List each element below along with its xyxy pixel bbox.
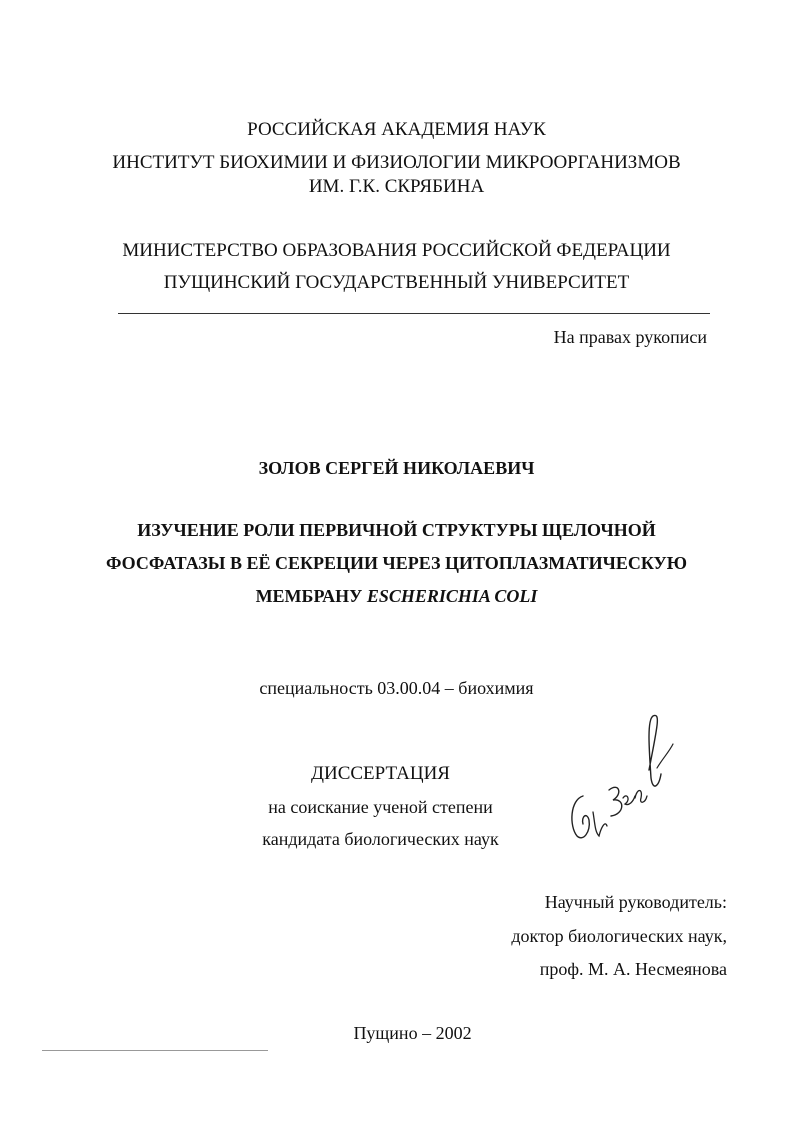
- org-academy: РОССИЙСКАЯ АКАДЕМИЯ НАУК: [247, 119, 546, 140]
- work-degree-line: на соискание ученой степени: [268, 797, 493, 817]
- bottom-rule: [42, 1050, 268, 1051]
- supervisor-degree: доктор биологических наук,: [511, 926, 727, 946]
- org-institute-name: ИМ. Г.К. СКРЯБИНА: [308, 176, 485, 197]
- work-type: ДИССЕРТАЦИЯ: [311, 763, 450, 784]
- supervisor-label: Научный руководитель:: [544, 892, 727, 912]
- rights-note: На правах рукописи: [553, 327, 707, 347]
- thesis-title-organism: ESCHERICHIA COLI: [366, 586, 538, 606]
- work-degree-field: кандидата биологических наук: [262, 829, 499, 849]
- thesis-title-line2: ФОСФАТАЗЫ В ЕЁ СЕКРЕЦИИ ЧЕРЕЗ ЦИТОПЛАЗМАТИЧЕСКУЮ: [105, 553, 688, 573]
- org-ministry: МИНИСТЕРСТВО ОБРАЗОВАНИЯ РОССИЙСКОЙ ФЕДЕРАЦИИ: [122, 240, 671, 261]
- org-institute: ИНСТИТУТ БИОХИМИИ И ФИЗИОЛОГИИ МИКРООРГАНИЗМОВ: [112, 152, 681, 173]
- place-year: Пущино – 2002: [353, 1023, 472, 1043]
- org-university: ПУЩИНСКИЙ ГОСУДАРСТВЕННЫЙ УНИВЕРСИТЕТ: [163, 272, 630, 293]
- thesis-title-line3: [0, 584, 793, 608]
- header-divider: [118, 313, 710, 314]
- handwritten-signature: [565, 708, 675, 858]
- specialty: специальность 03.00.04 – биохимия: [259, 678, 534, 698]
- supervisor-name: проф. М. А. Несмеянова: [539, 959, 727, 979]
- thesis-title-line1: ИЗУЧЕНИЕ РОЛИ ПЕРВИЧНОЙ СТРУКТУРЫ ЩЕЛОЧНОЙ: [137, 520, 656, 540]
- thesis-title-line3-prefix: МЕМБРАНУ: [255, 586, 363, 606]
- author-name: ЗОЛОВ СЕРГЕЙ НИКОЛАЕВИЧ: [258, 458, 535, 478]
